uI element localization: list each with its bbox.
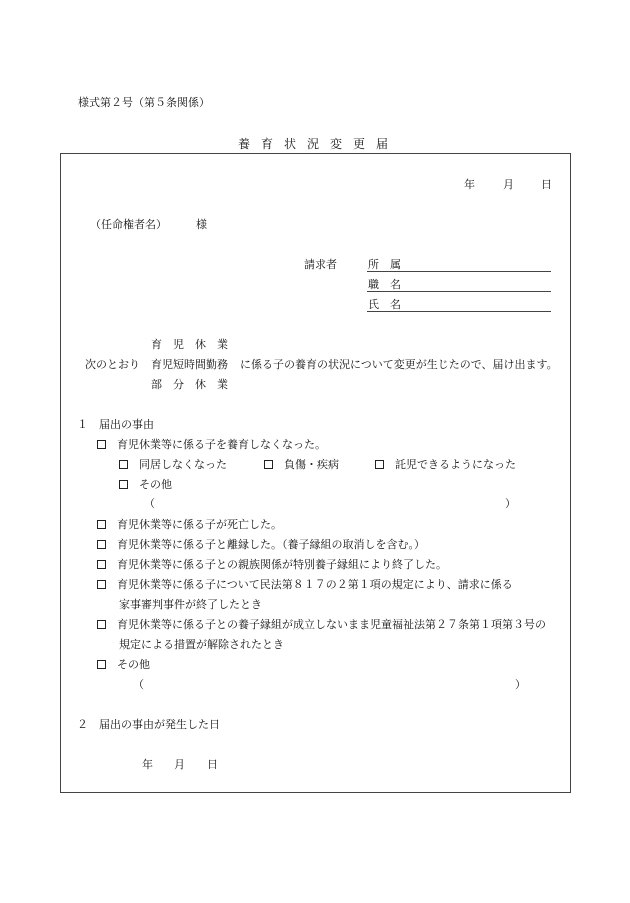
- occurrence-year-label: 年: [142, 758, 153, 771]
- reason-civil-code-trial-ended: [97, 578, 513, 592]
- occurrence-day-label: 日: [207, 758, 218, 771]
- reason-civil-code-line2: 家事審判事件が終了したとき: [119, 598, 262, 611]
- sub-reason-label: 託児できるようになった: [395, 458, 516, 471]
- sub-reason-label: その他: [139, 478, 172, 491]
- checkbox[interactable]: [97, 520, 106, 529]
- other-paren-close: ）: [515, 678, 526, 691]
- date-month-label: 月: [503, 178, 514, 191]
- sub-reason-injury-illness: [264, 458, 339, 472]
- intro-option-partial-leave: 部 分 休 業: [151, 378, 228, 391]
- checkbox[interactable]: [119, 460, 128, 469]
- reason-label: 育児休業等に係る子との親族関係が特別養子縁組により終了した。: [117, 558, 447, 571]
- reason-label: 育児休業等に係る子と離縁した。（養子縁組の取消しを含む。）: [117, 538, 425, 551]
- reason-label: 育児休業等に係る子を養育しなくなった。: [117, 438, 326, 451]
- reason-no-longer-raising: [97, 438, 326, 452]
- checkbox[interactable]: [97, 580, 106, 589]
- sub-other-paren-close: ）: [505, 497, 516, 510]
- intro-prefix: 次のとおり: [85, 358, 140, 371]
- sub-reason-label: 同居しなくなった: [139, 458, 227, 471]
- requester-affiliation-field[interactable]: [367, 271, 551, 272]
- checkbox[interactable]: [97, 540, 106, 549]
- form-number: 様式第２号（第５条関係）: [78, 96, 210, 109]
- reason-label: 育児休業等に係る子が死亡した。: [117, 518, 282, 531]
- requester-name-label: 氏 名: [368, 298, 401, 311]
- checkbox[interactable]: [97, 560, 106, 569]
- date-year-label: 年: [464, 178, 475, 191]
- checkbox[interactable]: [119, 480, 128, 489]
- checkbox[interactable]: [97, 620, 106, 629]
- section2-heading: ２ 届出の事由が発生した日: [77, 718, 220, 731]
- other-paren-open: （: [133, 678, 144, 691]
- sub-reason-daycare-available: [375, 458, 516, 472]
- requester-position-field[interactable]: [367, 291, 551, 292]
- checkbox[interactable]: [97, 660, 106, 669]
- sub-other-input[interactable]: [158, 497, 498, 511]
- page-title: 養育状況変更届: [238, 137, 400, 151]
- occurrence-month-label: 月: [174, 758, 185, 771]
- checkbox[interactable]: [264, 460, 273, 469]
- reason-label: 育児休業等に係る子について民法第８１７の２第１項の規定により、請求に係る: [117, 578, 513, 591]
- intro-suffix: に係る子の養育の状況について変更が生じたので、届け出ます。: [240, 358, 558, 371]
- intro-option-short-hours: 育児短時間勤務: [151, 358, 228, 371]
- sub-reason-other: [119, 478, 172, 492]
- requester-label: 請求者: [304, 258, 337, 271]
- sub-reason-not-living-together: [119, 458, 227, 472]
- intro-option-childcare-leave: 育 児 休 業: [151, 338, 228, 351]
- checkbox[interactable]: [97, 440, 106, 449]
- appointer-label: （任命権者名）: [90, 218, 167, 231]
- reason-welfare-line2: 規定による措置が解除されたとき: [119, 638, 284, 651]
- reason-special-adoption: [97, 558, 447, 572]
- other-input[interactable]: [147, 678, 507, 692]
- reason-other: [97, 658, 150, 672]
- reason-dissolved-adoption: [97, 538, 425, 552]
- reason-label: 育児休業等に係る子との養子縁組が成立しないまま児童福祉法第２７条第１項第３号の: [117, 618, 546, 631]
- section1-heading: １ 届出の事由: [77, 418, 154, 431]
- form-frame: [60, 153, 571, 793]
- date-day-label: 日: [541, 178, 552, 191]
- reason-label: その他: [117, 658, 150, 671]
- checkbox[interactable]: [375, 460, 384, 469]
- requester-name-field[interactable]: [367, 311, 551, 312]
- appointer-honorific: 様: [196, 218, 207, 231]
- sub-reason-label: 負傷・疾病: [284, 458, 339, 471]
- reason-welfare-measure-lifted: [97, 618, 546, 632]
- requester-affiliation-label: 所 属: [368, 258, 401, 271]
- reason-child-died: [97, 518, 282, 532]
- sub-other-paren-open: （: [144, 497, 155, 510]
- requester-position-label: 職 名: [368, 278, 401, 291]
